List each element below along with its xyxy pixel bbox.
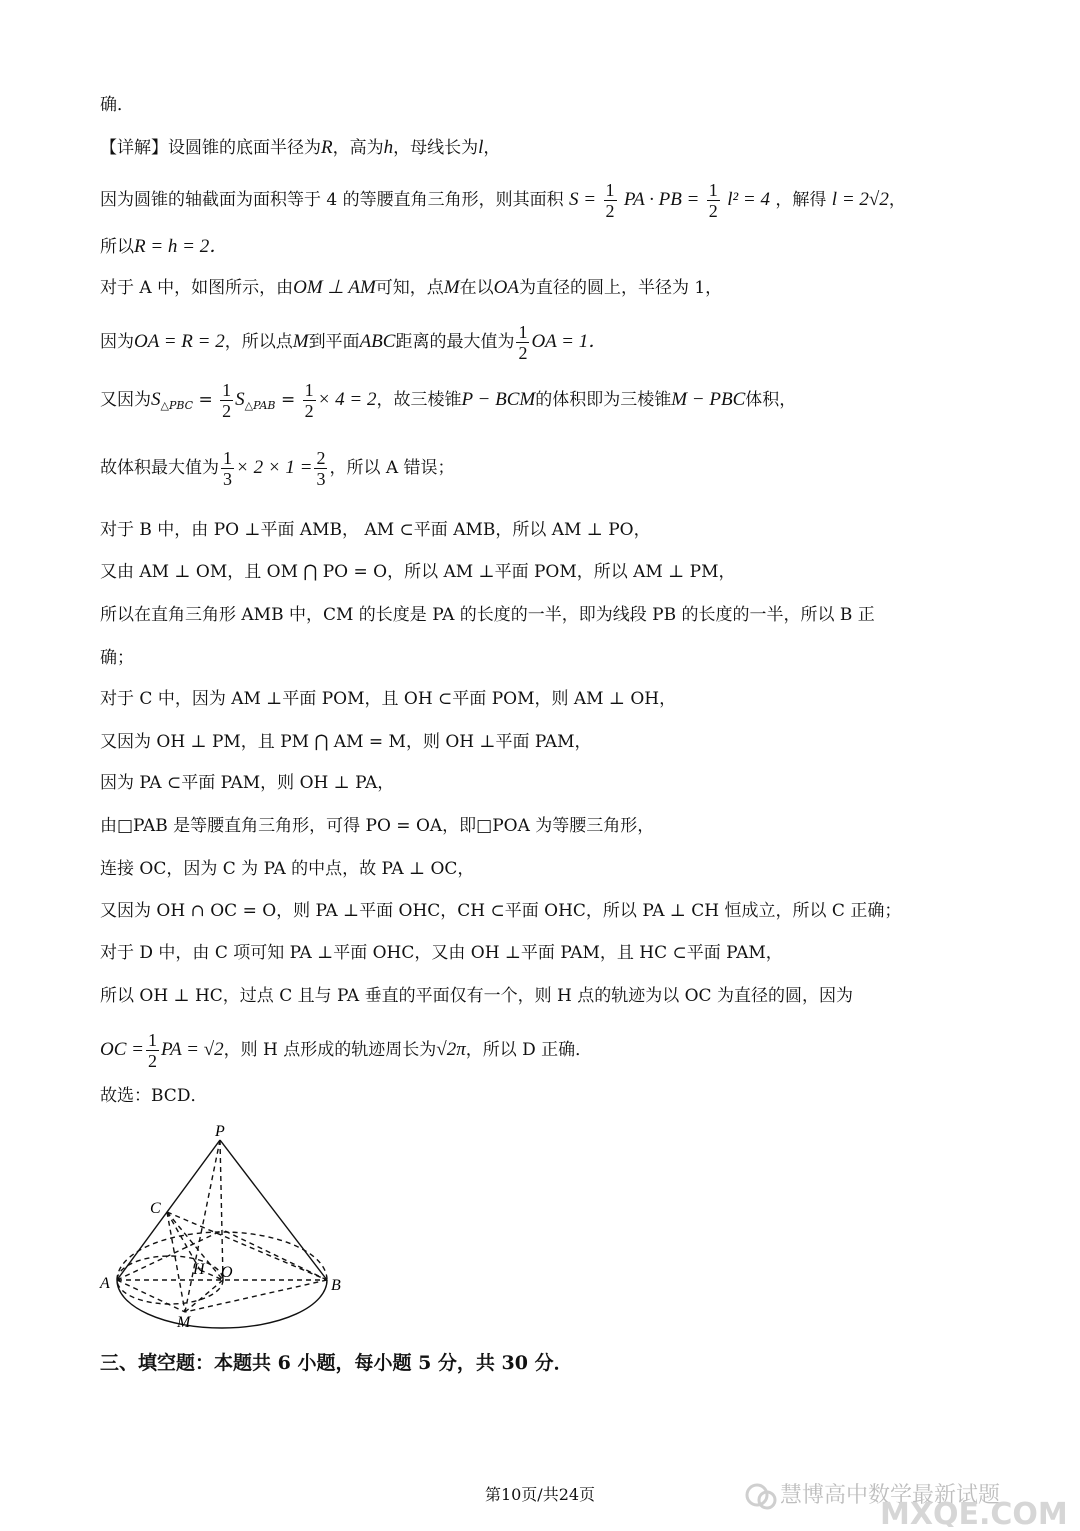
fraction: $\frac{1}{2}$	[518, 322, 528, 363]
fraction: $\frac{1}{2}$	[222, 380, 232, 421]
page-footer: 第10页/共24页	[484, 1485, 596, 1504]
text-line: 所以R = h = 2．	[100, 236, 229, 257]
label-C: C	[150, 1200, 161, 1217]
text-line: 又由 AM ⊥ OM，且 OM ⋂ PO = O，所以 AM ⊥平面 POM，所以 AM ⊥ PM，	[100, 562, 736, 582]
fraction: $\frac{2}{3}$	[316, 448, 326, 489]
text-line: 故选：BCD．	[100, 1086, 208, 1106]
cone-figure	[95, 1122, 355, 1337]
text-line: 【详解】设圆锥的底面半径为R，高为h，母线长为l，	[100, 137, 501, 158]
text-line: 又因为 OH ∩ OC = O，则 PA ⊥平面 OHC，CH ⊂平面 OHC，所以 PA ⊥ CH 恒成立，所以 C 正确；	[100, 901, 902, 921]
text-line: 因为 PA ⊂平面 PAM，则 OH ⊥ PA，	[100, 773, 395, 793]
label-H: H	[193, 1261, 205, 1278]
label-M: M	[177, 1314, 191, 1331]
text-line: 确；	[100, 648, 134, 668]
label-O: O	[221, 1264, 233, 1281]
text-line: 因为圆锥的轴截面为面积等于 4 的等腰直角三角形，则其面积 S = $\frac{1}{2}$ PA · PB = $\frac{1}{2}$ l² = 4 ，解得 l = 2√2，	[100, 180, 906, 221]
fraction: $\frac{1}{2}$	[605, 180, 615, 221]
text-line: 故体积最大值为 $\frac{1}{3}$ × 2 × 1 = $\frac{2}{3}$ ，所以 A 错误；	[100, 448, 455, 489]
watermark-text: 慧博高中数学最新试题	[780, 1483, 1001, 1508]
detail-tag: 【详解】	[100, 138, 168, 158]
label-A: A	[100, 1275, 110, 1292]
text-line: 连接 OC，因为 C 为 PA 的中点，故 PA ⊥ OC，	[100, 859, 475, 879]
text-line: OC = $\frac{1}{2}$ PA = √2，则 H 点形成的轨迹周长为√2π，所以 D 正确．	[100, 1030, 593, 1071]
text-line: 因为OA = R = 2，所以点M到平面ABC距离的最大值为 $\frac{1}{2}$ OA = 1．	[100, 322, 608, 363]
text-line: 又因为 OH ⊥ PM，且 PM ⋂ AM = M，则 OH ⊥平面 PAM，	[100, 732, 592, 752]
text-line: 由□PAB 是等腰直角三角形，可得 PO = OA，即□POA 为等腰三角形，	[100, 816, 655, 836]
fraction: $\frac{1}{3}$	[223, 448, 232, 489]
text-line: 对于 B 中，由 PO ⊥平面 AMB， AM ⊂平面 AMB，所以 AM ⊥ PO，	[100, 520, 651, 540]
text-line: 对于 C 中，因为 AM ⊥平面 POM，且 OH ⊂平面 POM，则 AM ⊥ OH，	[100, 689, 677, 709]
fraction: $\frac{1}{2}$	[147, 1030, 157, 1071]
text-line: 所以 OH ⊥ HC，过点 C 且与 PA 垂直的平面仅有一个，则 H 点的轨迹为以 OC 为直径的圆，因为	[100, 986, 853, 1006]
text-line: 所以在直角三角形 AMB 中，CM 的长度是 PA 的长度的一半，即为线段 PB 的长度的一半，所以 B 正	[100, 605, 875, 625]
text-line: 确．	[100, 95, 134, 115]
label-B: B	[331, 1277, 341, 1294]
text-line: 对于 D 中，由 C 项可知 PA ⊥平面 OHC，又由 OH ⊥平面 PAM，且 HC ⊂平面 PAM，	[100, 943, 783, 963]
section-heading: 三、填空题：本题共 6 小题，每小题 5 分，共 30 分．	[100, 1352, 573, 1374]
text-line: 又因为$S_{\triangle PBC}$ = $\frac{1}{2}$ $S_{\triangle PAB}$ = $\frac{1}{2}$ × 4 = 2，故三棱锥P − BCM的体积即为三棱锥M − PBC体积，	[100, 380, 797, 421]
watermark-stamp: MXQE.COM	[880, 1497, 1068, 1527]
fraction: $\frac{1}{2}$	[304, 380, 314, 421]
label-P: P	[215, 1123, 225, 1140]
fraction: $\frac{1}{2}$	[708, 180, 718, 221]
text-line: 对于 A 中，如图所示，由OM ⊥ AM可知，点M在以OA为直径的圆上，半径为 1，	[100, 277, 723, 298]
